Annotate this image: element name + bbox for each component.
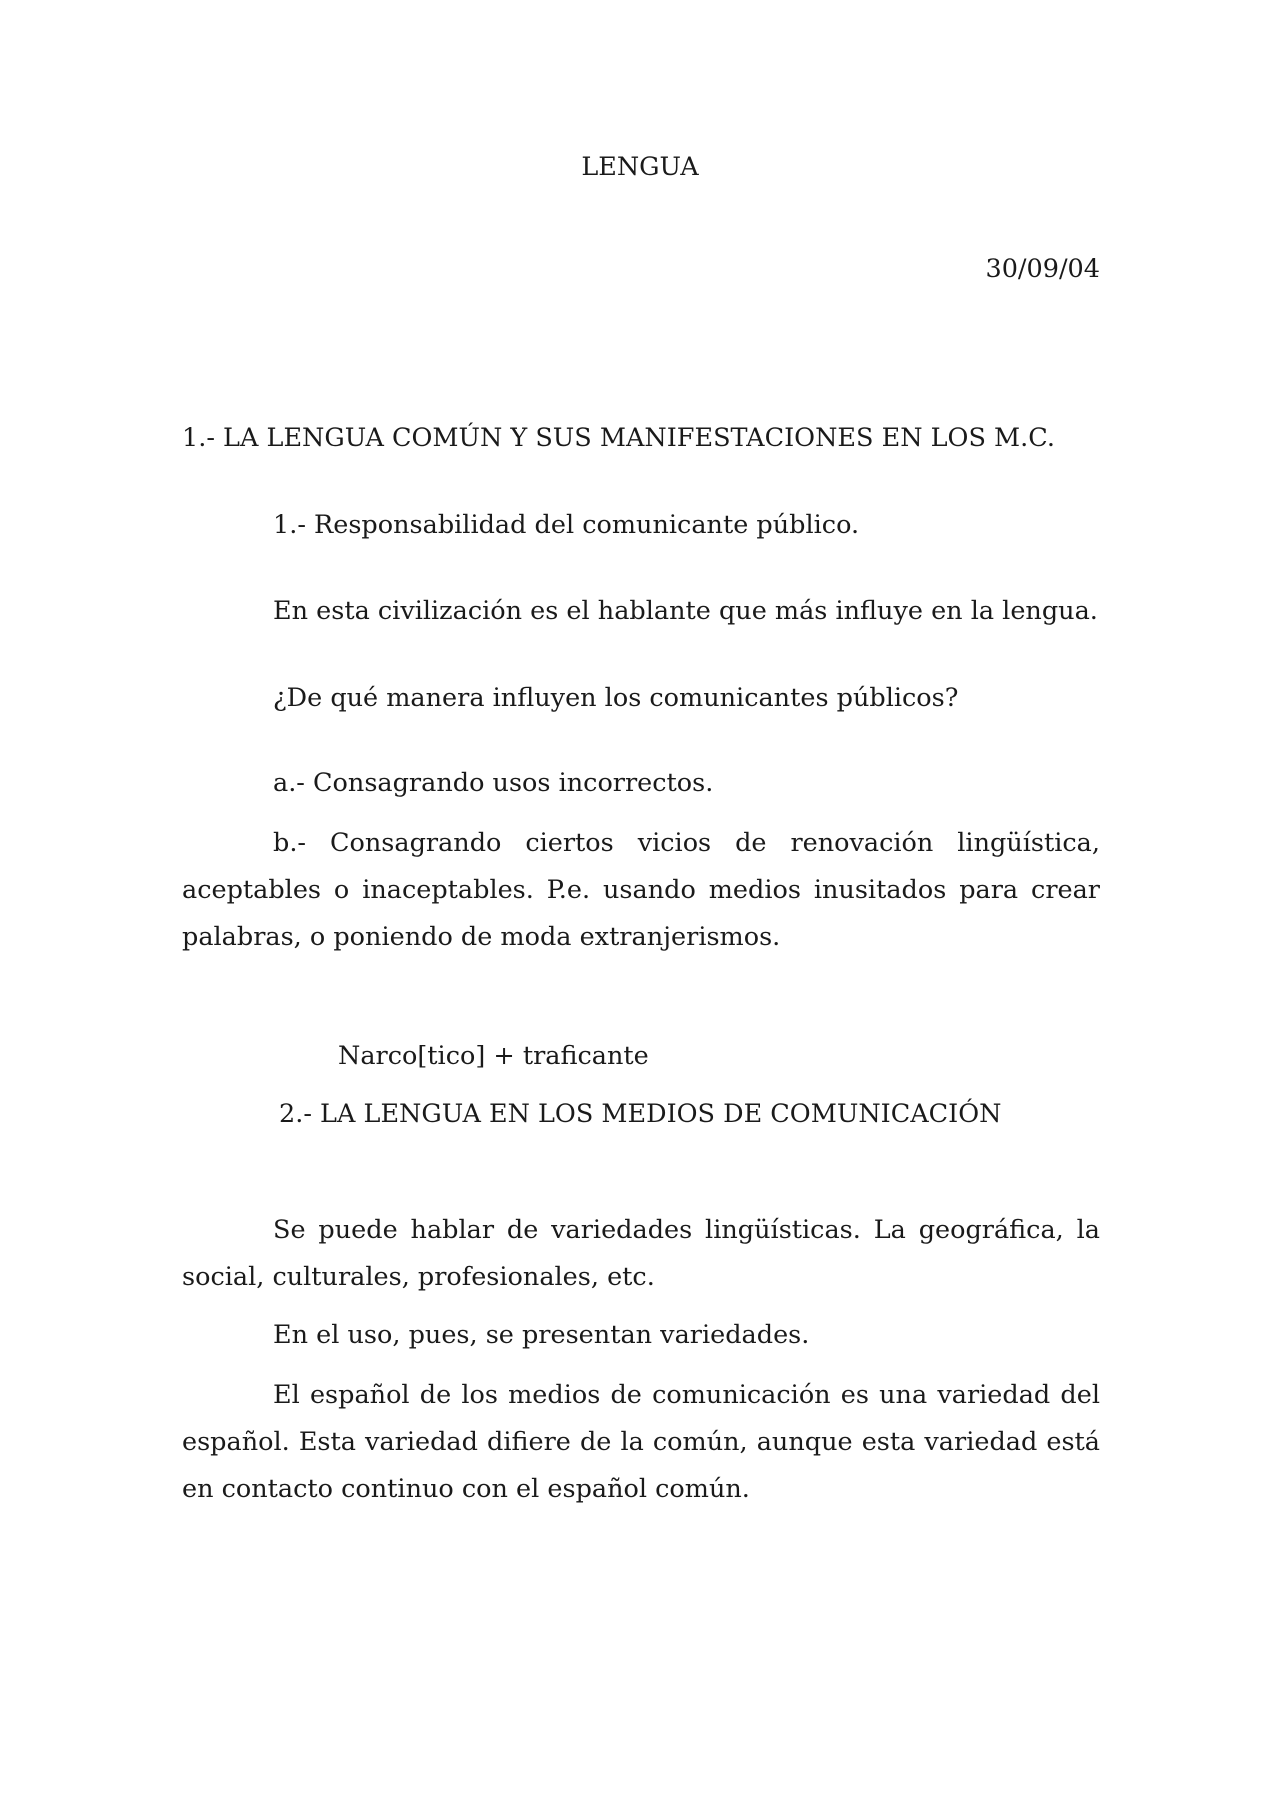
- list-item-a: a.- Consagrando usos incorrectos.: [273, 768, 714, 798]
- section-1-heading: 1.- LA LENGUA COMÚN Y SUS MANIFESTACIONES EN LOS M.C.: [182, 423, 1055, 453]
- section-1-subheading: 1.- Responsabilidad del comunicante público.: [273, 510, 860, 540]
- document-title: LENGUA: [581, 152, 699, 182]
- list-item-b: [182, 820, 1100, 961]
- section-1-question: ¿De qué manera influyen los comunicantes públicos?: [273, 683, 959, 713]
- document-date: 30/09/04: [985, 254, 1100, 284]
- section-2-paragraph-3-text: El español de los medios de comunicación es una variedad del español. Esta variedad difiere de la común, aunque esta variedad está en contacto continuo con el español común.: [182, 1380, 1100, 1504]
- word-formation-example: Narco[tico] + traficante: [338, 1041, 649, 1071]
- list-item-b-text: b.- Consagrando ciertos vicios de renovación lingüística, aceptables o inaceptables. P.e. usando medios inusitados para crear palabras, o poniendo de moda extranjerismos.: [182, 828, 1100, 952]
- section-2-heading: 2.- LA LENGUA EN LOS MEDIOS DE COMUNICACIÓN: [279, 1099, 1002, 1129]
- section-2-paragraph-2: En el uso, pues, se presentan variedades.: [273, 1320, 810, 1350]
- section-1-paragraph-1: En esta civilización es el hablante que más influye en la lengua.: [273, 596, 1098, 626]
- section-2-paragraph-1: [182, 1207, 1100, 1301]
- section-2-paragraph-1-text: Se puede hablar de variedades lingüísticas. La geográfica, la social, culturales, profesionales, etc.: [182, 1215, 1100, 1292]
- section-2-paragraph-3: [182, 1372, 1100, 1513]
